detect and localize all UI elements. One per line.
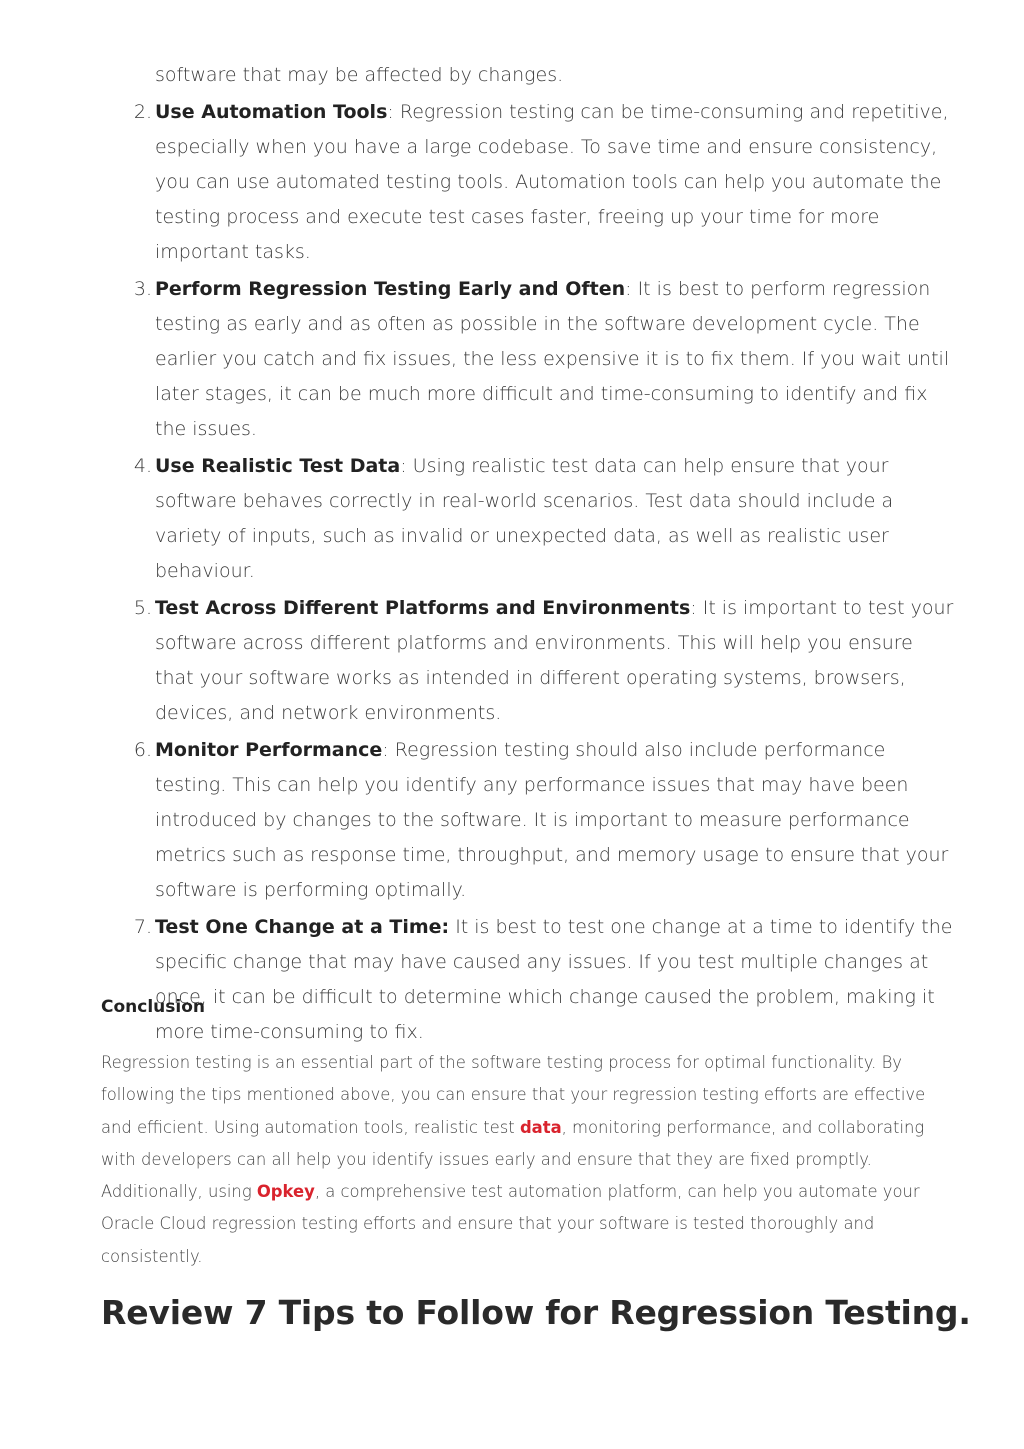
tip-term: Use Realistic Test Data <box>155 455 401 477</box>
tip-text: Using realistic test data can help ensure that your software behaves correctly in real-world scenarios. Test data should include a variety of inputs, such as invalid or unexpected data, as well as realistic user behaviour. <box>155 455 894 582</box>
list-item <box>0 591 955 731</box>
tip-separator: : <box>400 455 413 477</box>
list-item-number: 7. <box>133 916 152 938</box>
list-item-number: 5. <box>133 597 152 619</box>
list-item-number: 4. <box>133 455 152 477</box>
list-item <box>0 733 955 908</box>
tip-term: Test Across Different Platforms and Environments <box>155 597 691 619</box>
tip-separator: : <box>690 597 703 619</box>
data-link[interactable]: data <box>519 1117 562 1137</box>
list-item <box>0 272 955 447</box>
tip-text: It is best to test one change at a time to identify the specific change that may have caused any issues. If you test multiple changes at once, it can be difficult to determine which change caused the problem, making it more time-consuming to fix. <box>155 916 953 1043</box>
conclusion-text: Regression testing is an essential part of the software testing process for optimal functionality. By following the tips mentioned above, you can ensure that your regression testing efforts are effective and efficient. Using automation tools, realistic test <box>101 1053 926 1137</box>
conclusion-paragraph <box>101 1047 941 1273</box>
tip-text: Regression testing can be time-consuming and repetitive, especially when you have a large codebase. To save time and ensure consistency, you can use automated testing tools. Automation tools can help you automate the testing process and execute test cases faster, freeing up your time for more important tasks. <box>155 101 949 263</box>
list-item <box>0 449 955 589</box>
tip-text: Regression testing should also include performance testing. This can help you identify any performance issues that may have been introduced by changes to the software. It is important to measure performance metrics such as response time, throughput, and memory usage to ensure that your software is performing optimally. <box>155 739 949 901</box>
list-item <box>0 95 955 270</box>
tip-term: Monitor Performance <box>155 739 383 761</box>
tip-separator: : <box>625 278 638 300</box>
list-item <box>0 910 955 1050</box>
conclusion-text: , a comprehensive test automation platform, can help you automate your Oracle Cloud regression testing efforts and ensure that your software is tested thoroughly and consistently. <box>101 1182 920 1266</box>
tips-section <box>0 58 1024 1052</box>
review-title: Review 7 Tips to Follow for Regression Testing. <box>101 1293 971 1332</box>
tip-text: It is best to perform regression testing as early and as often as possible in the software development cycle. The earlier you catch and fix issues, the less expensive it is to fix them. If you wait until later stages, it can be much more difficult and time-consuming to identify and fix the issues. <box>155 278 950 440</box>
tip-term: Use Automation Tools <box>155 101 388 123</box>
list-item-number: 3. <box>133 278 152 300</box>
list-item-number: 6. <box>133 739 152 761</box>
opkey-link[interactable]: Opkey <box>256 1182 315 1202</box>
tip-term: Test One Change at a Time: <box>155 916 450 938</box>
tip-term: Perform Regression Testing Early and Often <box>155 278 626 300</box>
tip-separator: : <box>387 101 400 123</box>
tip-text: It is important to test your software across different platforms and environments. This will help you ensure that your software works as intended in different operating systems, browsers, devices, and network environments. <box>155 597 954 724</box>
conclusion-text: , monitoring performance, and collaborating with developers can all help you identify issues early and ensure that they are fixed promptly. Additionally, using <box>101 1117 925 1202</box>
previous-tip-continuation: software that may be affected by changes. <box>155 64 564 86</box>
tip-separator: : <box>382 739 395 761</box>
tips-list <box>0 95 1024 1050</box>
list-item-number: 2. <box>133 101 152 123</box>
conclusion-heading: Conclusion <box>101 997 205 1017</box>
